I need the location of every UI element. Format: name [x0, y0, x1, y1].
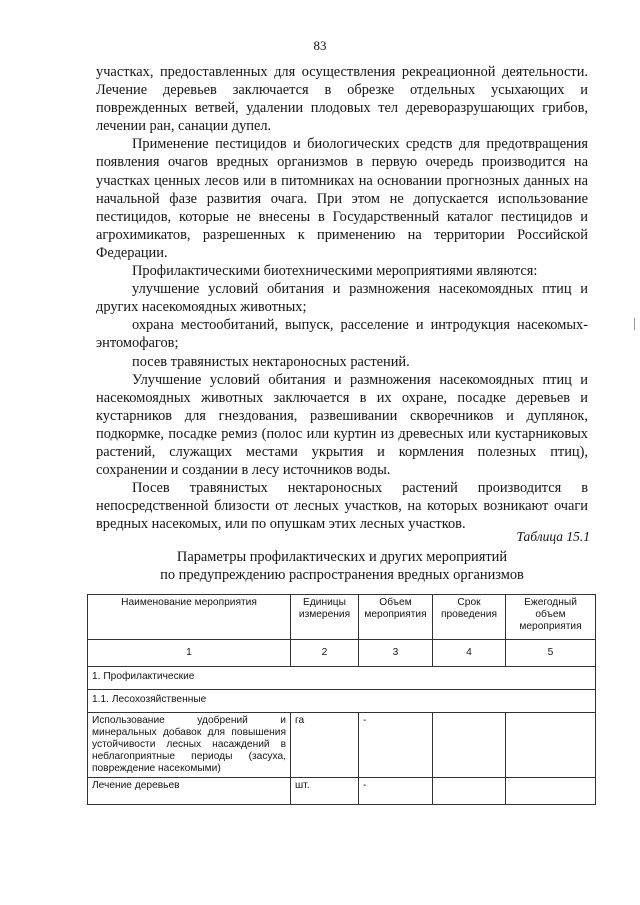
body-text [96, 63, 588, 533]
table-title-line: по предупреждению распространения вредных организмов [160, 567, 524, 583]
table-cell [506, 713, 596, 778]
column-number: 2 [291, 640, 359, 667]
column-number: 4 [433, 640, 506, 667]
parameters-table [87, 594, 596, 805]
table-cell: Лечение деревьев [88, 778, 291, 805]
subsection-heading: 1.1. Лесохозяйственные [88, 690, 596, 713]
table-caption: Таблица 15.1 [516, 529, 590, 544]
section-row [88, 690, 596, 713]
paragraph: Применение пестицидов и биологических средств для предотвращения появления очагов вредных организмов в первую очередь производится на участках ценных лесов или в питомниках на основании прогнозных данных на начальной фазе развития очага. При этом не допускается использование пестицидов, которые не внесены в Государственный каталог пестицидов и агрохимикатов, разрешенных к применению на территории Российской Федерации. [96, 136, 588, 261]
table-cell: шт. [291, 778, 359, 805]
paragraph: улучшение условий обитания и размножения насекомоядных птиц и других насекомоядных животных; [96, 281, 588, 316]
table-cell: га [291, 713, 359, 778]
table-row [88, 713, 596, 778]
paragraph: Улучшение условий обитания и размножения насекомоядных птиц и насекомоядных животных заключается в их охране, посадке деревьев и кустарников для гнездования, развешивании скворечников и дуплянок, подкормке, посадке ремиз (полос или куртин из древесных или кустарниковых растений, служащих местами укрытия и кормления полезных птиц), сохранении и создании в лесу источников воды. [96, 371, 588, 479]
column-header: Ежегодный объем мероприятия [506, 595, 596, 640]
paragraph: Профилактическими биотехническими мероприятиями являются: [132, 263, 538, 280]
column-number: 3 [359, 640, 433, 667]
column-number: 5 [506, 640, 596, 667]
column-number-row [88, 640, 596, 667]
column-header: Наименование мероприятия [88, 595, 291, 640]
table-cell [433, 778, 506, 805]
column-number: 1 [88, 640, 291, 667]
column-header: Единицы измерения [291, 595, 359, 640]
section-heading: 1. Профилактические [88, 667, 596, 690]
scan-mark [634, 318, 635, 330]
paragraph: Посев травянистых нектароносных растений производится в непосредственной близости от лесных участков, на которых возникают очаги вредных насекомых, или по опушкам этих лесных участков. [96, 480, 588, 533]
table-cell: - [359, 778, 433, 805]
table-header-row [88, 595, 596, 640]
paragraph: охрана местообитаний, выпуск, расселение и интродукция насекомых-энтомофагов; [96, 317, 588, 352]
paragraph: участках, предоставленных для осуществления рекреационной деятельности. Лечение деревьев заключается в обрезке отдельных усыхающих и поврежденных ветвей, удалении плодовых тел дереворазрушающих грибов, лечении ран, санации дупел. [96, 64, 588, 135]
table-title-line: Параметры профилактических и других мероприятий [176, 549, 508, 565]
table-cell [506, 778, 596, 805]
table-row [88, 778, 596, 805]
paragraph: посев травянистых нектароносных растений. [132, 353, 410, 370]
table-cell: - [359, 713, 433, 778]
section-row [88, 667, 596, 690]
column-header: Срок проведения [433, 595, 506, 640]
table-cell [433, 713, 506, 778]
column-header: Объем мероприятия [359, 595, 433, 640]
page-number: 83 [313, 38, 327, 53]
table-cell: Использование удобрений и минеральных добавок для повышения устойчивости лесных насаждений в неблагоприятные периоды (засуха, повреждение насекомыми) [88, 713, 291, 778]
table-title [96, 548, 588, 584]
